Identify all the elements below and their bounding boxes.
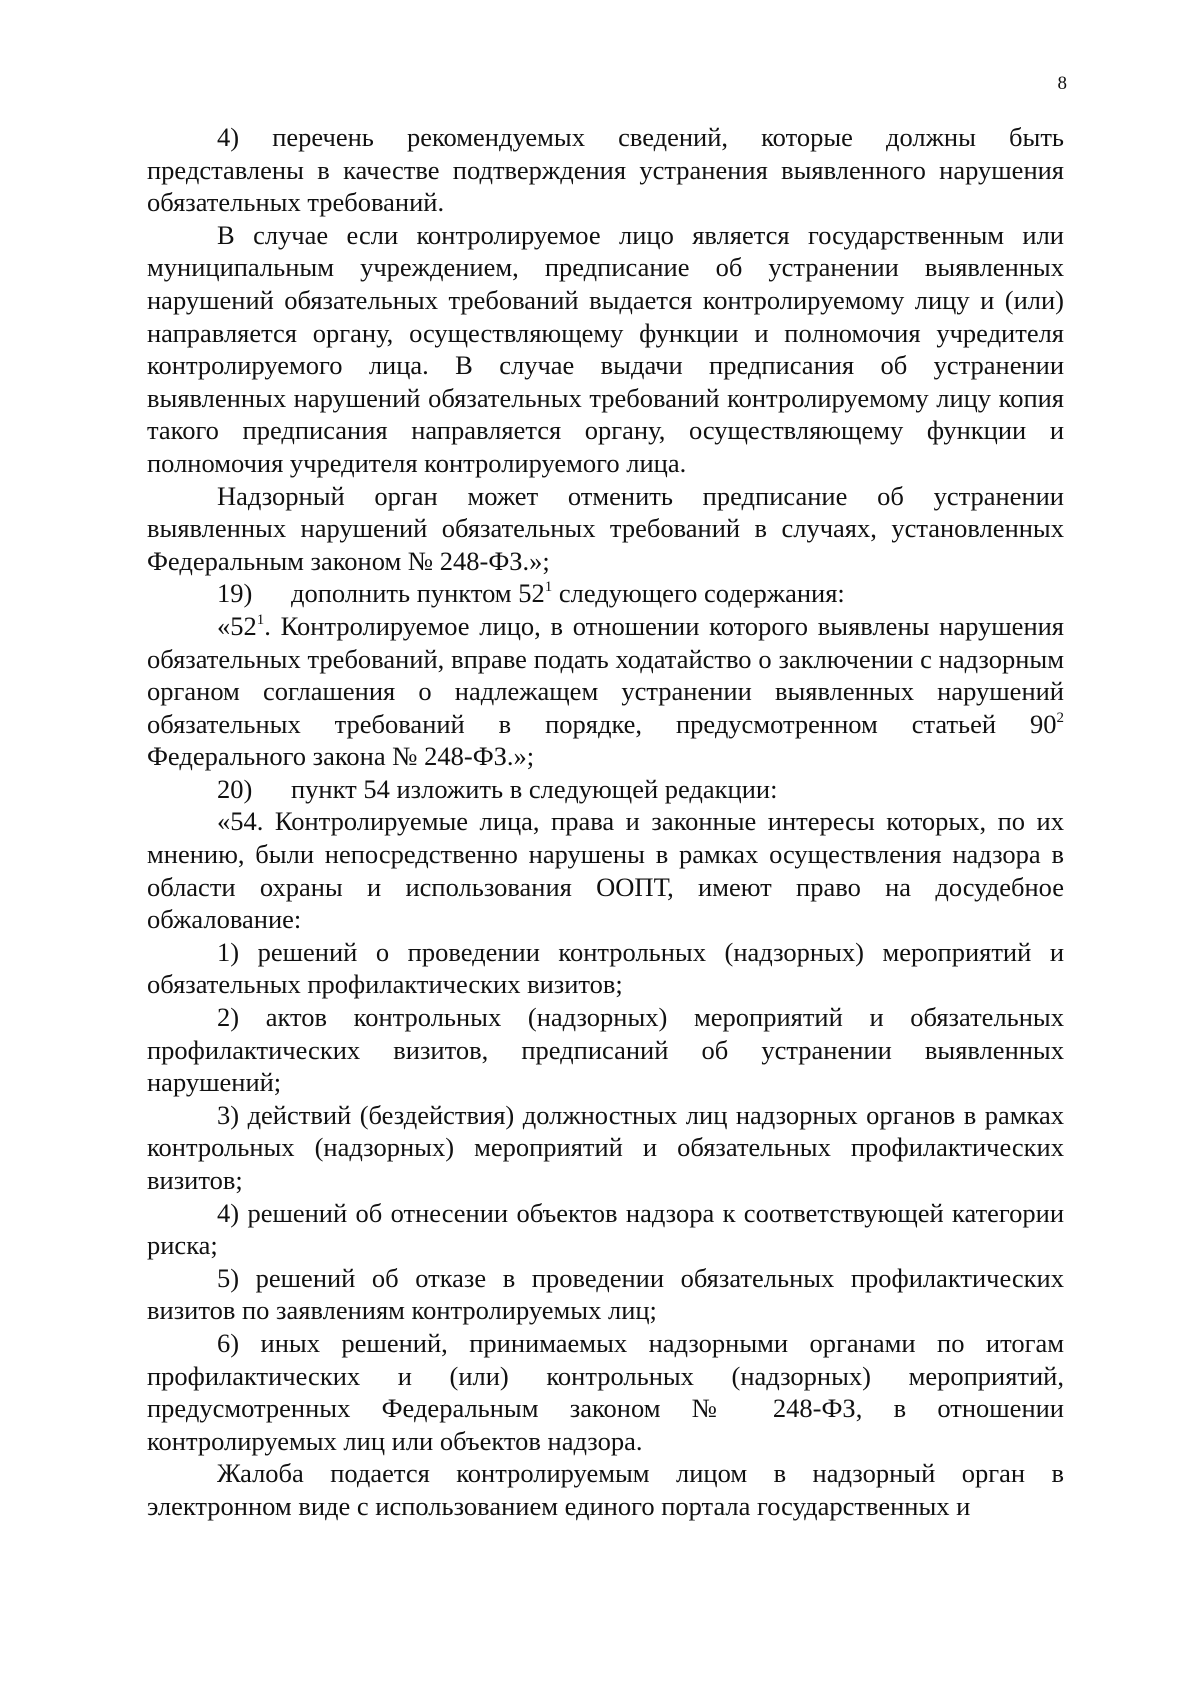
item-20-number: 20): [217, 773, 253, 804]
clause-54-item-5: 5) решений об отказе в проведении обязательных профилактических визитов по заявлениям контролируемых лиц;: [147, 1262, 1064, 1326]
item-20: [147, 773, 1064, 806]
paragraph-item-4: 4) перечень рекомендуемых сведений, которые должны быть представлены в качестве подтверждения устранения выявленного нарушения обязательных требований.: [147, 122, 1064, 218]
clause-52-1-superscript: 1: [256, 611, 265, 628]
clause-52-1: [147, 610, 1064, 773]
clause-54-item-3: 3) действий (бездействия) должностных лиц надзорных органов в рамках контрольных (надзорных) мероприятий и обязательных профилактических визитов;: [147, 1099, 1064, 1195]
paragraph-cancel-order: Надзорный орган может отменить предписание об устранении выявленных нарушений обязательных требований в случаях, установленных Федеральным законом № 248-ФЗ.»;: [147, 480, 1064, 576]
article-90-superscript: 2: [1056, 709, 1064, 726]
clause-54-item-6: 6) иных решений, принимаемых надзорными органами по итогам профилактических и (или) контрольных (надзорных) мероприятий, предусмотренных Федеральным законом № 248-ФЗ, в отношении контролируемых лиц или объектов надзора.: [147, 1327, 1064, 1456]
item-20-text: пункт 54 изложить в следующей редакции:: [291, 773, 778, 804]
item-19-superscript: 1: [544, 579, 553, 596]
clause-54-item-1: 1) решений о проведении контрольных (надзорных) мероприятий и обязательных профилактических визитов;: [147, 936, 1064, 1000]
item-19-number: 19): [217, 578, 253, 609]
item-19-text: дополнить пунктом 52: [291, 578, 545, 609]
item-19: [147, 577, 1064, 610]
paragraph-state-institution: В случае если контролируемое лицо является государственным или муниципальным учреждением, предписание об устранении выявленных нарушений обязательных требований выдается контролируемому лицу и (или) направляется органу, осуществляющему функции и полномочия учредителя контролируемого лица. В случае выдачи предписания об устранении выявленных нарушений обязательных требований контролируемому лицу копия такого предписания направляется органу, осуществляющему функции и полномочия учредителя контролируемого лица.: [147, 219, 1064, 478]
clause-52-1-text-end: Федерального закона № 248-ФЗ.»;: [147, 741, 535, 772]
clause-54-item-4: 4) решений об отнесении объектов надзора к соответствующей категории риска;: [147, 1197, 1064, 1261]
clause-54-item-2: 2) актов контрольных (надзорных) мероприятий и обязательных профилактических визитов, предписаний об устранении выявленных нарушений;: [147, 1002, 1064, 1098]
page-number: 8: [1057, 73, 1067, 94]
clause-54-complaint: Жалоба подается контролируемым лицом в надзорный орган в электронном виде с использованием единого портала государственных и: [147, 1458, 1064, 1521]
document-body: [147, 121, 1064, 1523]
clause-52-1-text: . Контролируемое лицо, в отношении которого выявлены нарушения обязательных требований, вправе подать ходатайство о заключении с надзорным органом соглашения о надлежащем устранении выявленных нарушений обязательных требований в порядке, предусмотренном статьей 90: [147, 610, 1064, 739]
clause-52-1-number: «52: [217, 610, 257, 641]
clause-54-intro: «54. Контролируемые лица, права и законные интересы которых, по их мнению, были непосредственно нарушены в рамках осуществления надзора в области охраны и использования ООПТ, имеют право на досудебное обжалование:: [147, 806, 1064, 935]
item-19-text-end: следующего содержания:: [552, 578, 845, 609]
